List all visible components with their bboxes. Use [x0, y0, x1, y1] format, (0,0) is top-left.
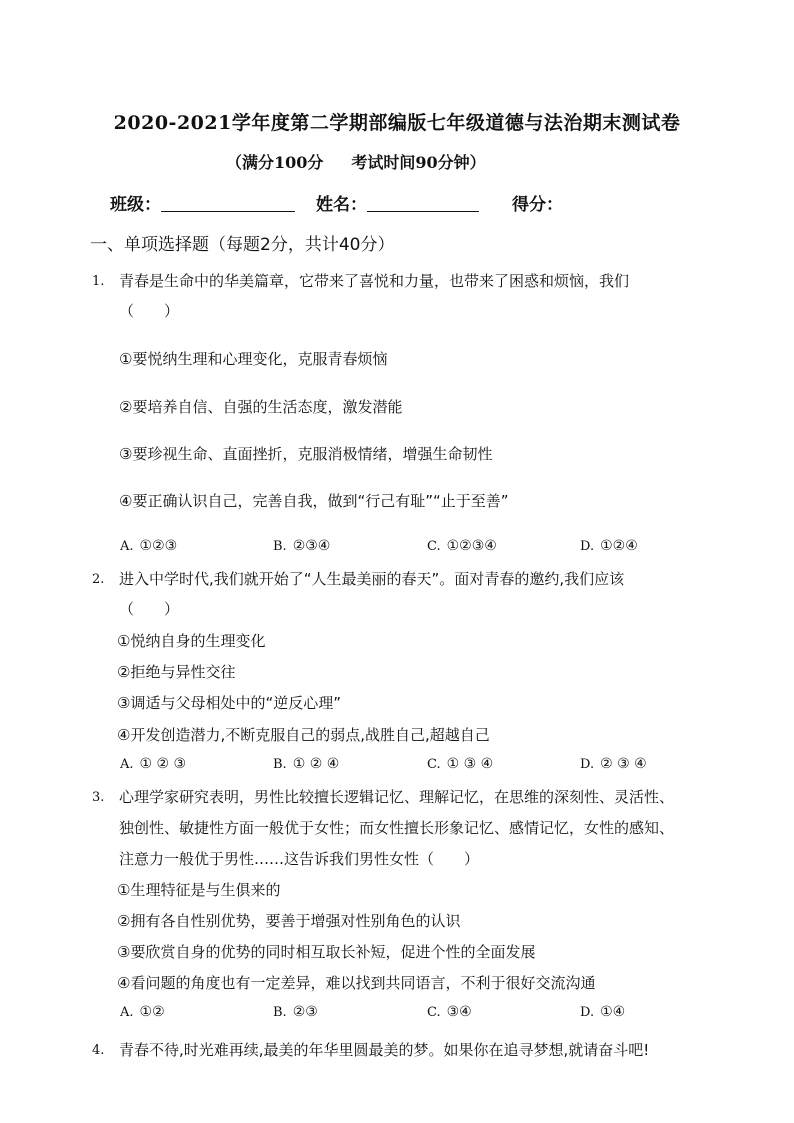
question-number: 4. [92, 1043, 105, 1058]
full-score-note: （满分100分 [226, 153, 324, 172]
statement-item: ④开发创造潜力,不断克服自己的弱点,战胜自己,超越自己 [117, 726, 490, 744]
option-b[interactable] [273, 756, 339, 772]
statement-item: ④看问题的角度也有一定差异，难以找到共同语言，不利于很好交流沟通 [117, 974, 596, 992]
exam-title: 2020-2021学年度第二学期部编版七年级道德与法治期末测试卷 [113, 112, 681, 134]
option-text: ①②③ [139, 538, 178, 554]
option-a[interactable] [120, 1004, 165, 1020]
option-letter: A. [120, 539, 134, 554]
exam-subtitle [226, 150, 486, 173]
option-text: ① ② ④ [292, 756, 340, 772]
question-stem: 进入中学时代,我们就开始了“人生最美丽的春天”。面对青春的邀约,我们应该 [119, 570, 625, 588]
option-c[interactable] [427, 756, 493, 772]
option-text: ②③ [292, 1004, 318, 1020]
question-number: 3. [92, 790, 105, 805]
option-d[interactable] [580, 1004, 625, 1020]
statement-item: ④要正确认识自己，完善自我，做到“行己有耻”“止于至善” [119, 492, 509, 510]
option-text: ② ③ ④ [600, 756, 647, 772]
statement-item: ①要悦纳生理和心理变化，克服青春烦恼 [119, 350, 388, 368]
class-blank[interactable] [161, 193, 295, 212]
question-stem: 心理学家研究表明，男性比较擅长逻辑记忆、理解记忆，在思维的深刻性、灵活性、 [119, 788, 675, 806]
option-letter: A. [120, 1005, 134, 1020]
section-title: 一、单项选择题（每题2分，共计40分） [90, 235, 395, 255]
option-c[interactable] [427, 538, 497, 554]
option-d[interactable] [580, 538, 638, 554]
time-limit-note: 考试时间90分钟） [351, 153, 486, 172]
option-b[interactable] [273, 1004, 318, 1020]
question-stem: 注意力一般优于男性……这告诉我们男性女性（ ） [119, 850, 480, 868]
option-letter: A. [120, 757, 134, 772]
option-letter: D. [580, 539, 595, 554]
option-text: ①④ [600, 1004, 626, 1020]
option-text: ②③④ [292, 538, 331, 554]
option-c[interactable] [427, 1004, 472, 1020]
name-field [316, 190, 479, 215]
answer-parentheses: （ ） [119, 302, 180, 320]
option-letter: B. [273, 757, 287, 772]
statement-item: ②拒绝与异性交往 [117, 663, 236, 681]
question-number: 2. [92, 572, 105, 587]
statement-item: ②要培养自信、自强的生活态度，激发潜能 [119, 398, 403, 416]
option-letter: C. [427, 1005, 441, 1020]
score-field [512, 190, 563, 215]
question-number: 1. [92, 274, 105, 289]
option-a[interactable] [120, 538, 177, 554]
name-blank[interactable] [367, 193, 479, 212]
class-label: 班级： [110, 195, 161, 215]
option-text: ① ② ③ [139, 756, 187, 772]
option-text: ①② [139, 1004, 165, 1020]
answer-parentheses: （ ） [119, 600, 180, 618]
name-label: 姓名： [316, 195, 367, 215]
question-stem: 青春是生命中的华美篇章，它带来了喜悦和力量，也带来了困惑和烦恼，我们 [119, 272, 630, 290]
option-text: ①②④ [600, 538, 638, 554]
score-label: 得分： [512, 195, 563, 215]
option-b[interactable] [273, 538, 330, 554]
statement-item: ②拥有各自性别优势，要善于增强对性别角色的认识 [117, 912, 461, 930]
option-letter: B. [273, 1005, 287, 1020]
statement-item: ①悦纳自身的生理变化 [117, 632, 266, 650]
statement-item: ③调适与父母相处中的“逆反心理” [117, 694, 341, 712]
option-text: ① ③ ④ [446, 756, 494, 772]
option-text: ③④ [446, 1004, 472, 1020]
question-stem: 独创性、敏捷性方面一般优于女性；而女性擅长形象记忆、感情记忆，女性的感知、 [119, 819, 675, 837]
option-a[interactable] [120, 756, 186, 772]
class-field [110, 190, 295, 215]
option-letter: C. [427, 757, 441, 772]
option-letter: B. [273, 539, 287, 554]
option-letter: D. [580, 1005, 595, 1020]
option-text: ①②③④ [446, 538, 497, 554]
statement-item: ③要欣赏自身的优势的同时相互取长补短，促进个性的全面发展 [117, 943, 536, 961]
question-stem: 青春不待,时光难再续,最美的年华里圆最美的梦。如果你在追寻梦想,就请奋斗吧! [119, 1041, 650, 1059]
option-letter: C. [427, 539, 441, 554]
option-d[interactable] [580, 756, 647, 772]
statement-item: ①生理特征是与生俱来的 [117, 881, 281, 899]
option-letter: D. [580, 757, 595, 772]
statement-item: ③要珍视生命、直面挫折，克服消极情绪，增强生命韧性 [119, 445, 493, 463]
